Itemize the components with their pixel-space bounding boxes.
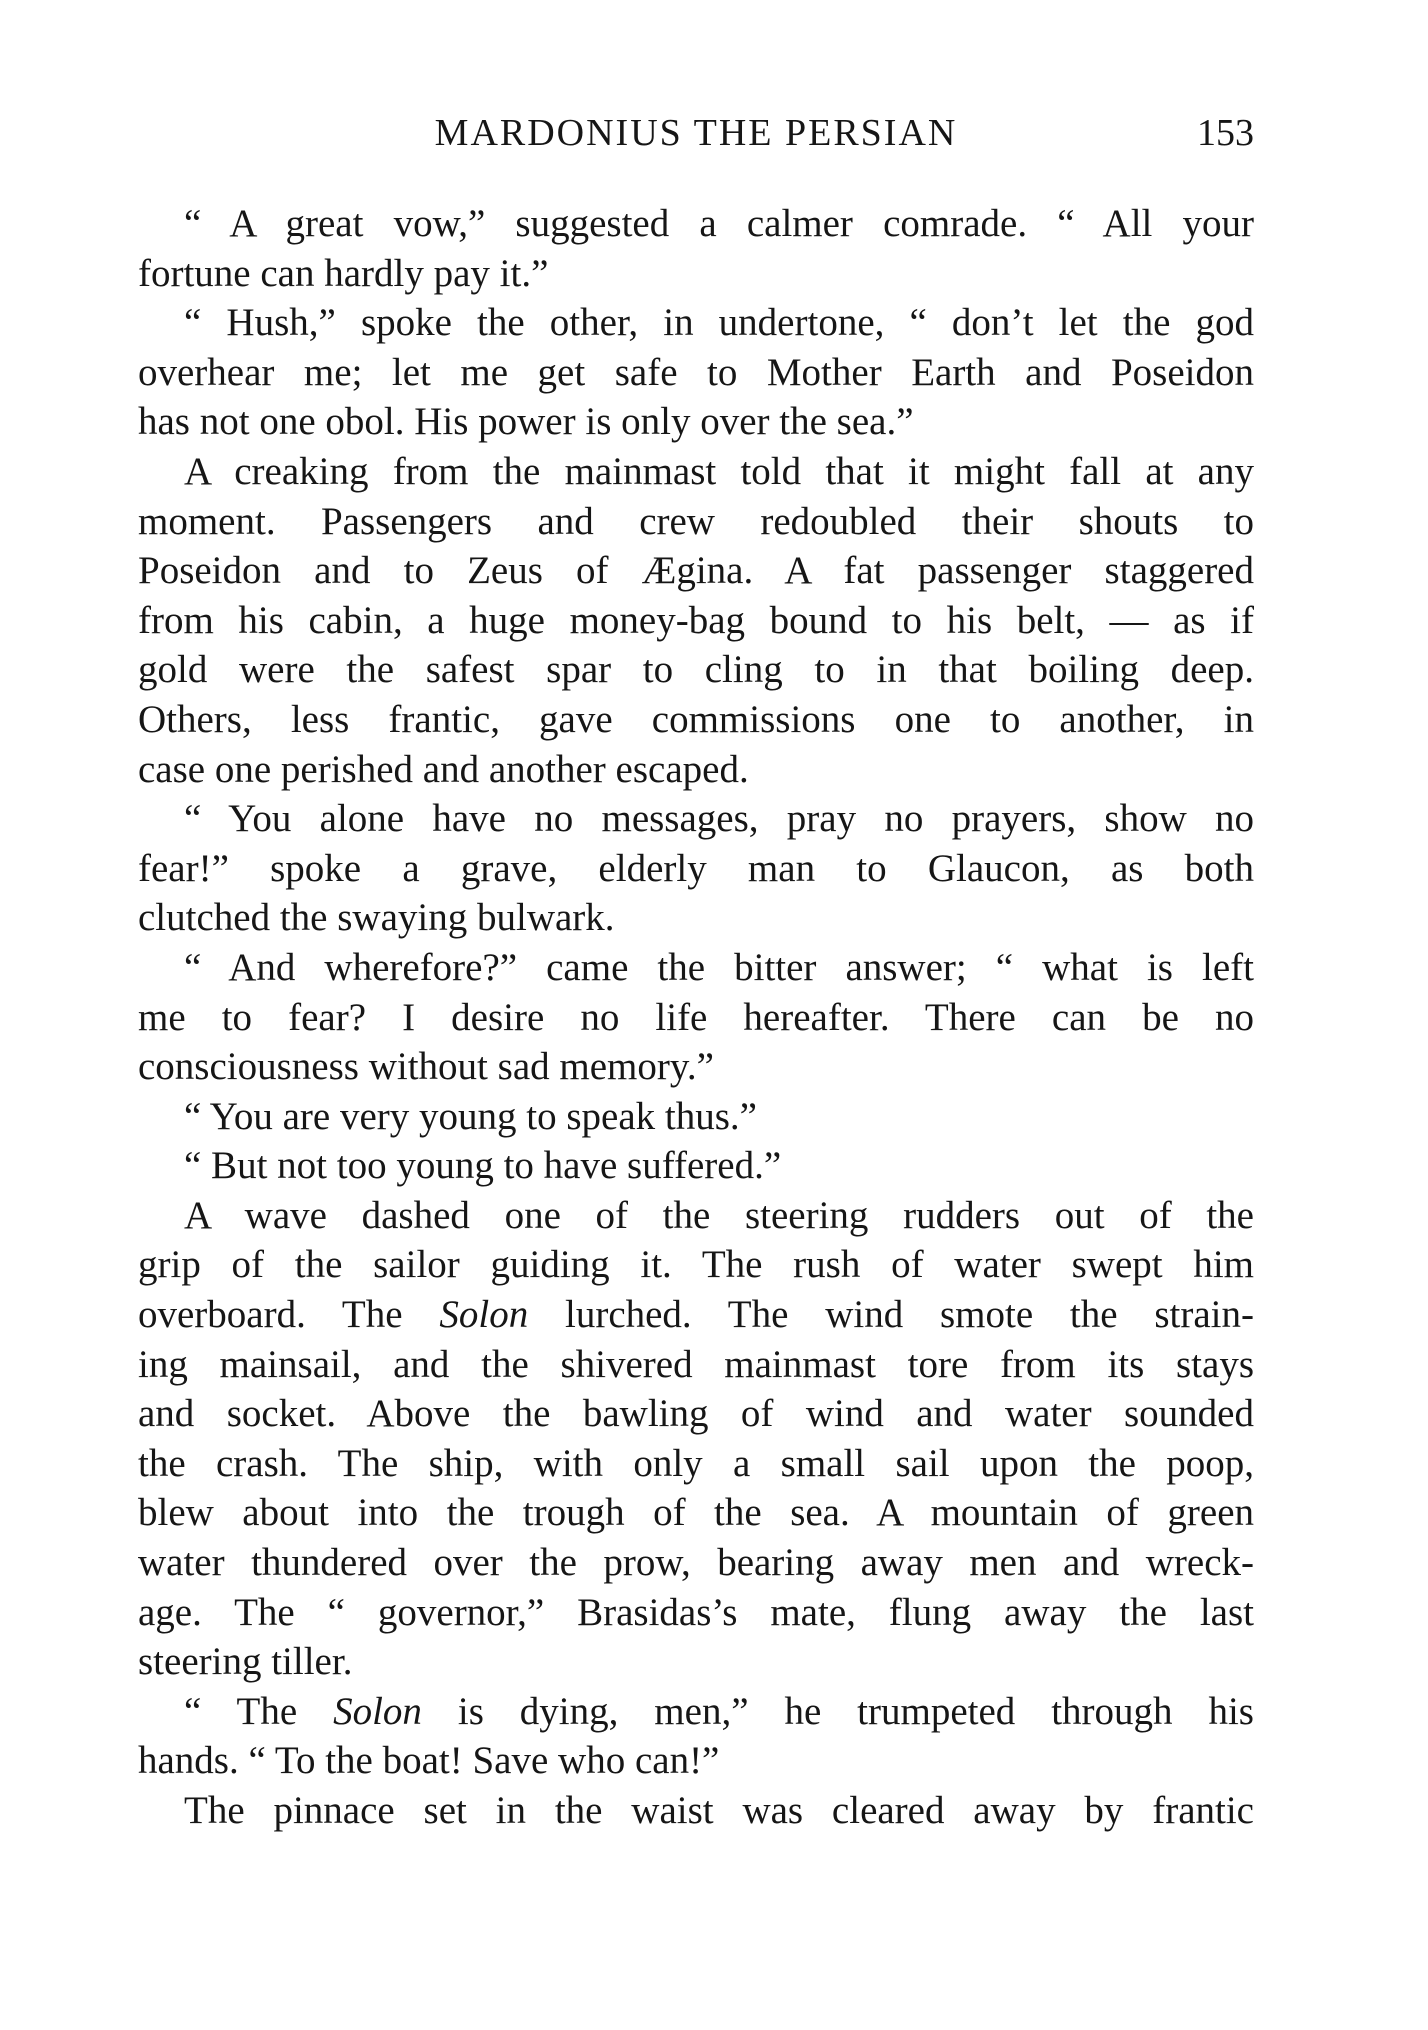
- text-line: moment. Passengers and crew redoubled their shouts to: [138, 499, 1254, 543]
- text-line: blew about into the trough of the sea. A mountain of green: [138, 1491, 1254, 1535]
- text-line: A wave dashed one of the steering rudders out of the: [184, 1193, 1254, 1237]
- text-line: “ And wherefore?” came the bitter answer; “ what is left: [184, 945, 1254, 989]
- text-line: “ But not too young to have suffered.”: [184, 1144, 782, 1188]
- text-line: steering tiller.: [138, 1640, 353, 1684]
- text-line: and socket. Above the bawling of wind and water sounded: [138, 1392, 1254, 1436]
- text-line: The pinnace set in the waist was cleared away by frantic: [184, 1789, 1254, 1832]
- text-line: gold were the safest spar to cling to in that boiling deep.: [138, 648, 1254, 692]
- text-line: the crash. The ship, with only a small sail upon the poop,: [138, 1441, 1254, 1485]
- body-text: [138, 199, 1254, 1836]
- text-line: from his cabin, a huge money-bag bound to his belt, — as if: [138, 598, 1254, 642]
- text-line: “ A great vow,” suggested a calmer comrade. “ All your: [184, 202, 1254, 245]
- text-line: fear!” spoke a grave, elderly man to Glaucon, as both: [138, 846, 1254, 890]
- text-line: Others, less frantic, gave commissions one to another, in: [138, 697, 1254, 741]
- text-line: A creaking from the mainmast told that it might fall at any: [184, 449, 1254, 493]
- text-line: hands. “ To the boat! Save who can!”: [138, 1739, 720, 1783]
- text-line: clutched the swaying bulwark.: [138, 896, 615, 940]
- page-header: [138, 108, 1254, 158]
- text-segment: lurched. The wind smote the strain-: [528, 1293, 1254, 1337]
- text-line: [138, 1687, 1254, 1737]
- text-line: me to fear? I desire no life hereafter. There can be no: [138, 995, 1254, 1039]
- text-line: Poseidon and to Zeus of Ægina. A fat passenger staggered: [138, 549, 1254, 593]
- text-segment: is dying, men,” he trumpeted through his: [421, 1689, 1254, 1733]
- text-line: “ You are very young to speak thus.”: [184, 1094, 757, 1138]
- page-number: 153: [1197, 112, 1254, 154]
- ship-name: Solon: [439, 1293, 529, 1337]
- text-line: water thundered over the prow, bearing away men and wreck-: [138, 1541, 1254, 1585]
- text-line: has not one obol. His power is only over the sea.”: [138, 400, 914, 444]
- text-line: fortune can hardly pay it.”: [138, 251, 549, 295]
- text-line: “ Hush,” spoke the other, in undertone, “ don’t let the god: [184, 301, 1254, 345]
- ship-name: Solon: [333, 1689, 422, 1733]
- text-line: “ You alone have no messages, pray no prayers, show no: [184, 797, 1254, 841]
- text-line: consciousness without sad memory.”: [138, 1045, 714, 1089]
- text-line: age. The “ governor,” Brasidas’s mate, flung away the last: [138, 1590, 1254, 1634]
- text-line: grip of the sailor guiding it. The rush of water swept him: [138, 1243, 1254, 1287]
- text-line: ing mainsail, and the shivered mainmast tore from its stays: [138, 1342, 1254, 1386]
- text-line: case one perished and another escaped.: [138, 747, 749, 791]
- text-line: [138, 1290, 1254, 1340]
- text-line: overhear me; let me get safe to Mother Earth and Poseidon: [138, 350, 1254, 394]
- running-title: MARDONIUS THE PERSIAN: [434, 112, 958, 154]
- text-segment: “ The: [184, 1689, 334, 1733]
- text-segment: overboard. The: [138, 1293, 440, 1337]
